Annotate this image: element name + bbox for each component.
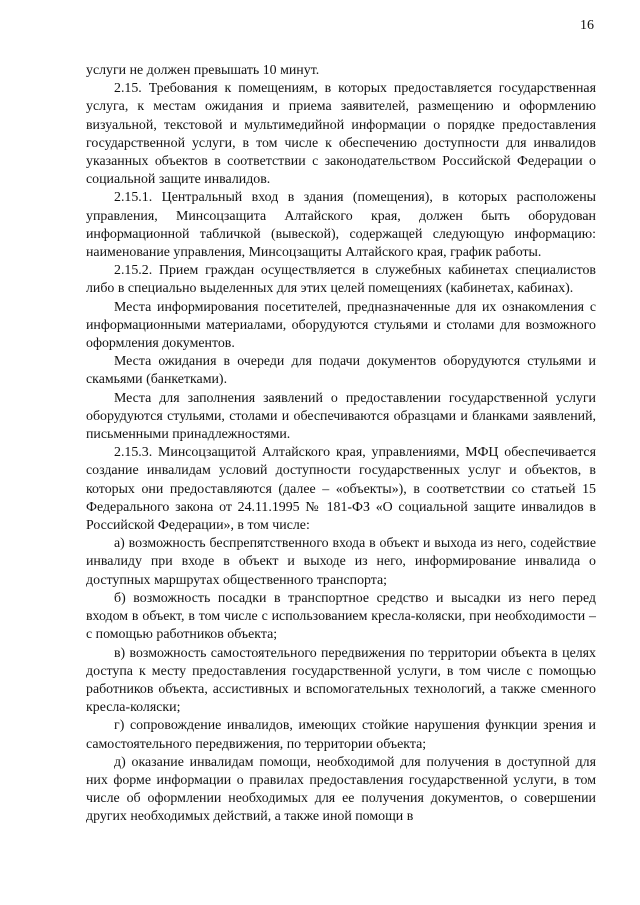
list-item-a: а) возможность беспрепятственного входа в объект и выхода из него, содействие инвалиду при входе в объект и выходе из него, информирование инвалида о доступных маршрутах общественного транспорта; [86, 536, 596, 588]
paragraph: Места для заполнения заявлений о предоставлении государственной услуги оборудуются стульями, столами и обеспечиваются образцами и бланками заявлений, письменными принадлежностями. [86, 390, 596, 443]
list-item-v: в) возможность самостоятельного передвижения по территории объекта в целях доступа к месту предоставления государственной услуги, в том числе с помощью работников объекта, ассистивных и вспомогательных технологий, а также сменного кресла-коляски; [86, 645, 596, 716]
list-item-d: д) оказание инвалидам помощи, необходимой для получения в доступной для них форме информации о правилах предоставления государственной услуги, в том числе об оформлении необходимых для ее получения документов, о совершении других необходимых действий, а также иной помощи в [86, 754, 596, 825]
paragraph: услуги не должен превышать 10 минут. [86, 63, 320, 78]
paragraph: 2.15.1. Центральный вход в здания (помещения), в которых расположены управления, Минсоцзащита Алтайского края, должен быть оборудован информационной табличкой (вывеской), содержащей следующую информацию: наименование управления, Минсоцзащиты Алтайского края, график работы. [86, 190, 596, 261]
paragraph: 2.15.2. Прием граждан осуществляется в служебных кабинетах специалистов либо в специально выделенных для этих целей помещениях (кабинетах, кабинах). [86, 263, 596, 297]
paragraph: 2.15. Требования к помещениям, в которых предоставляется государственная услуга, к местам ожидания и приема заявителей, размещению и оформлению визуальной, текстовой и мультимедийной информации о порядке предоставления государственной услуги, в том числе к обеспечению доступности для инвалидов указанных объектов в соответствии с законодательством Российской Федерации о социальной защите инвалидов. [86, 81, 596, 188]
paragraph: 2.15.3. Минсоцзащитой Алтайского края, управлениями, МФЦ обеспечивается создание инвалидам условий доступности государственных услуг и объектов, в которых они предоставляются (далее – «объекты»), в соответствии со статьей 15 Федерального закона от 24.11.1995 № 181-ФЗ «О социальной защите инвалидов в Российской Федерации», в том числе: [86, 445, 596, 534]
list-item-b: б) возможность посадки в транспортное средство и высадки из него перед входом в объект, в том числе с использованием кресла-коляски, при необходимости – с помощью работников объекта; [86, 590, 596, 643]
document-body [86, 62, 596, 827]
page-number: 16 [580, 18, 594, 33]
list-item-g: г) сопровождение инвалидов, имеющих стойкие нарушения функции зрения и самостоятельного передвижения, по территории объекта; [86, 718, 596, 752]
paragraph: Места ожидания в очереди для подачи документов оборудуются стульями и скамьями (банкетками). [86, 354, 596, 388]
paragraph: Места информирования посетителей, предназначенные для их ознакомления с информационными материалами, оборудуются стульями и столами для возможного оформления документов. [86, 299, 596, 352]
